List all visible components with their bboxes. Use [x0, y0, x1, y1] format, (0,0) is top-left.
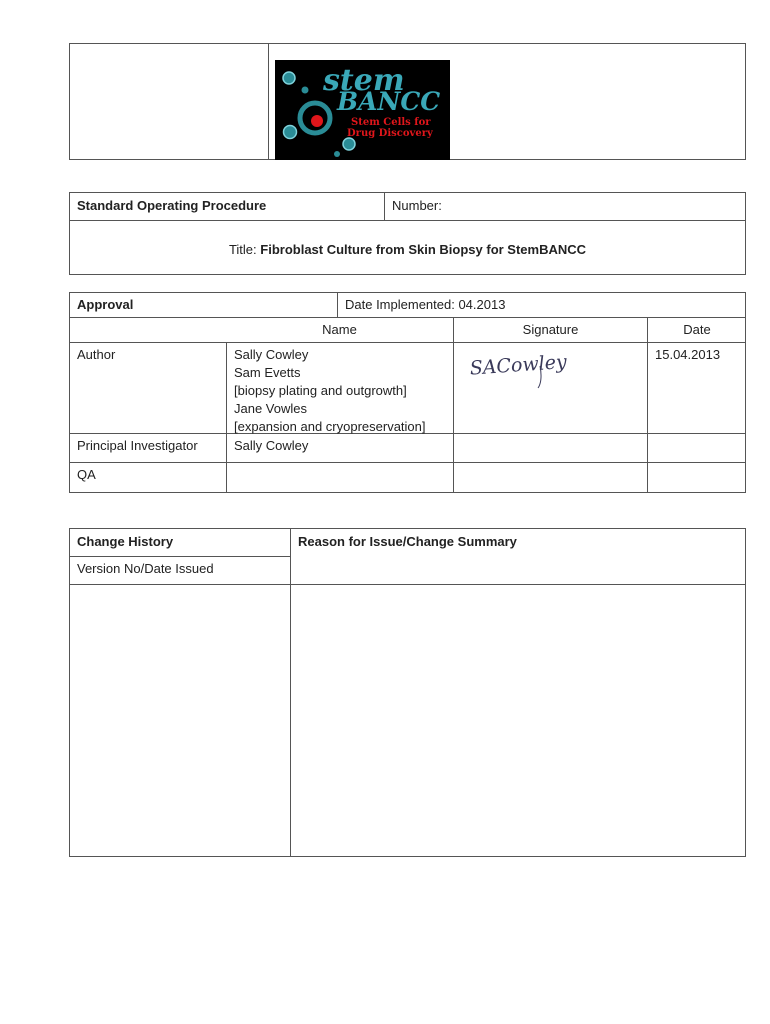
pi-name: Sally Cowley	[234, 438, 309, 453]
sop-label: Standard Operating Procedure	[77, 198, 267, 213]
date-implemented: Date Implemented: 04.2013	[345, 297, 506, 312]
logo-graphic	[275, 60, 450, 160]
stembancc-logo	[275, 60, 450, 160]
pi-role: Principal Investigator	[77, 438, 198, 453]
header-signature: Signature	[522, 322, 579, 337]
logo-tagline-2: Drug Discovery	[347, 128, 433, 139]
author-name-3: [biopsy plating and outgrowth]	[234, 383, 407, 398]
sop-title-text: Fibroblast Culture from Skin Biopsy for StemBANCC	[260, 242, 587, 257]
reason-label: Reason for Issue/Change Summary	[298, 534, 517, 549]
author-names	[227, 343, 433, 439]
author-name-4: Jane Vowles	[234, 401, 307, 416]
sop-row-divider	[69, 220, 746, 221]
author-date: 15.04.2013	[655, 347, 721, 362]
logo-wordmark-2: BANCC	[337, 87, 441, 116]
header-divider	[268, 43, 269, 160]
author-name-5: [expansion and cryopreservation]	[234, 419, 426, 434]
logo-tagline-1: Stem Cells for	[351, 117, 431, 128]
history-header-divider	[69, 584, 746, 585]
version-label: Version No/Date Issued	[77, 561, 214, 576]
author-name-2: Sam Evetts	[234, 365, 301, 380]
change-history-label: Change History	[77, 534, 174, 549]
logo-wordmark-1: stem	[323, 63, 405, 98]
qa-role: QA	[77, 467, 96, 482]
sop-number-label: Number:	[392, 198, 442, 213]
author-signature-text: SACowley	[469, 350, 568, 380]
approval-label: Approval	[77, 297, 134, 312]
author-name-1: Sally Cowley	[234, 347, 309, 362]
approval-divider-4	[69, 462, 746, 463]
sop-title	[70, 238, 745, 262]
sop-title-prefix: Title:	[228, 242, 257, 257]
author-signature	[468, 346, 568, 390]
author-role: Author	[77, 347, 116, 362]
approval-vdivider-name	[453, 317, 454, 493]
header-name: Name	[322, 322, 357, 337]
history-vdivider	[290, 528, 291, 857]
header-date: Date	[683, 322, 711, 337]
